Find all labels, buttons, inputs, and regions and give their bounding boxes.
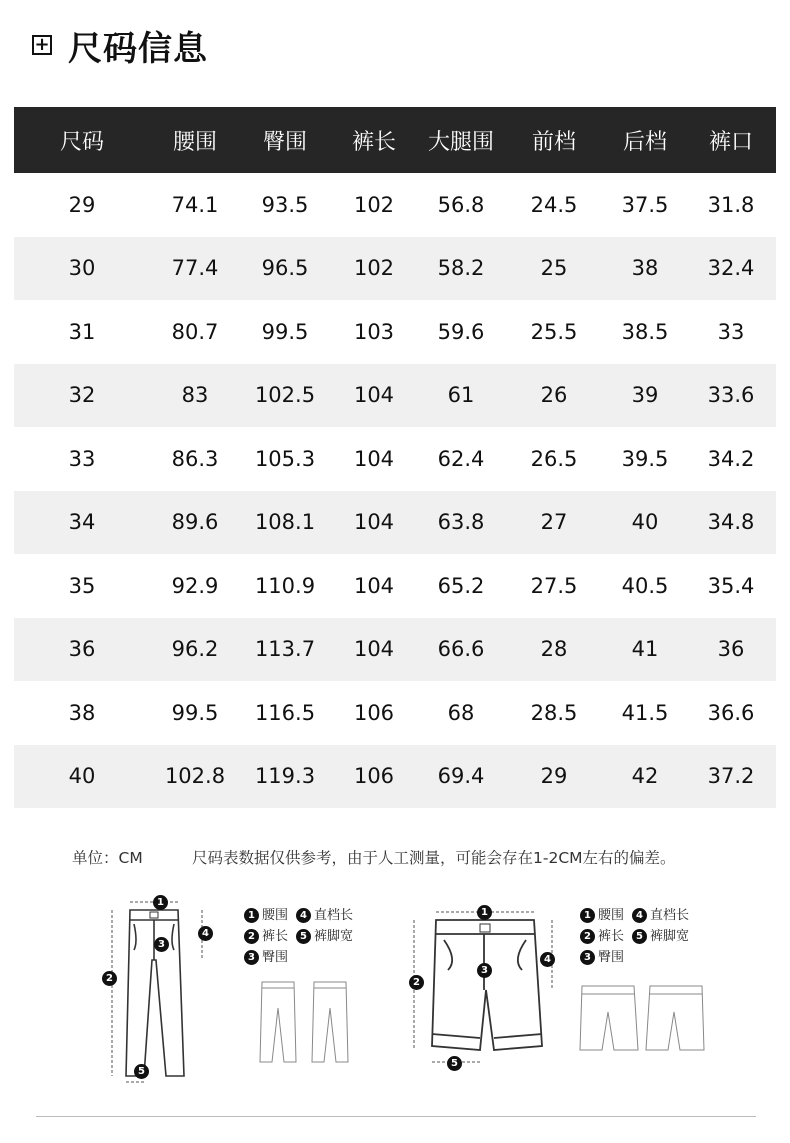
cell-thigh: 62.4 bbox=[437, 446, 485, 471]
plus-box-icon: + bbox=[32, 35, 52, 55]
cell-back-rise: 41 bbox=[631, 637, 659, 662]
cell-front-rise: 28 bbox=[540, 637, 568, 662]
cell-thigh: 65.2 bbox=[437, 573, 485, 598]
unit-label: 单位：CM bbox=[72, 849, 143, 867]
cell-thigh: 59.6 bbox=[437, 319, 485, 344]
shorts-thumbnail-icon bbox=[578, 982, 706, 1054]
cell-size: 38 bbox=[68, 700, 96, 725]
cell-waist: 102.8 bbox=[164, 764, 226, 789]
cell-front-rise: 25 bbox=[540, 256, 568, 281]
legend-label: 裤长 bbox=[598, 929, 625, 944]
col-header-length: 裤长 bbox=[351, 129, 396, 155]
marker-3-icon: 3 bbox=[154, 937, 169, 952]
cell-back-rise: 40 bbox=[631, 510, 659, 535]
cell-back-rise: 37.5 bbox=[621, 192, 669, 217]
cell-size: 31 bbox=[68, 319, 96, 344]
cell-waist: 74.1 bbox=[171, 192, 219, 217]
col-header-back-rise: 后档 bbox=[622, 129, 667, 155]
cell-hip: 99.5 bbox=[261, 319, 309, 344]
cell-hip: 93.5 bbox=[261, 192, 309, 217]
cell-length: 104 bbox=[353, 510, 395, 535]
legend-num-icon: 4 bbox=[632, 908, 647, 923]
cell-leg-opening: 33 bbox=[717, 319, 745, 344]
marker-5-icon: 5 bbox=[447, 1056, 462, 1071]
cell-waist: 92.9 bbox=[171, 573, 219, 598]
marker-1-icon: 1 bbox=[153, 895, 168, 910]
cell-thigh: 68 bbox=[447, 700, 475, 725]
cell-length: 104 bbox=[353, 446, 395, 471]
pants-measurement-diagram bbox=[90, 890, 225, 1085]
legend-label: 直档长 bbox=[650, 908, 690, 923]
cell-back-rise: 39 bbox=[631, 383, 659, 408]
cell-waist: 89.6 bbox=[171, 510, 219, 535]
cell-back-rise: 39.5 bbox=[621, 446, 669, 471]
legend-label: 臀围 bbox=[262, 950, 289, 965]
legend-label: 直档长 bbox=[314, 908, 354, 923]
cell-thigh: 69.4 bbox=[437, 764, 485, 789]
cell-back-rise: 40.5 bbox=[621, 573, 669, 598]
cell-leg-opening: 36.6 bbox=[707, 700, 755, 725]
table-header bbox=[14, 107, 776, 173]
cell-length: 103 bbox=[353, 319, 395, 344]
cell-front-rise: 26.5 bbox=[530, 446, 578, 471]
cell-waist: 77.4 bbox=[171, 256, 219, 281]
marker-5-icon: 5 bbox=[134, 1064, 149, 1079]
legend-num-icon: 4 bbox=[296, 908, 311, 923]
legend-num-icon: 5 bbox=[632, 929, 647, 944]
legend-label: 腰围 bbox=[598, 908, 625, 923]
pants-legend bbox=[244, 905, 353, 968]
marker-4-icon: 4 bbox=[198, 926, 213, 941]
cell-thigh: 66.6 bbox=[437, 637, 485, 662]
table-row bbox=[14, 491, 776, 555]
cell-front-rise: 27.5 bbox=[530, 573, 578, 598]
cell-length: 102 bbox=[353, 256, 395, 281]
table-row bbox=[14, 554, 776, 618]
cell-size: 32 bbox=[68, 383, 96, 408]
cell-leg-opening: 33.6 bbox=[707, 383, 755, 408]
cell-leg-opening: 32.4 bbox=[707, 256, 755, 281]
cell-back-rise: 38 bbox=[631, 256, 659, 281]
cell-waist: 96.2 bbox=[171, 637, 219, 662]
table-row bbox=[14, 364, 776, 428]
divider bbox=[36, 1116, 756, 1117]
legend-num-icon: 3 bbox=[244, 950, 259, 965]
legend-num-icon: 3 bbox=[580, 950, 595, 965]
col-header-leg-opening: 裤口 bbox=[708, 129, 753, 155]
cell-leg-opening: 34.2 bbox=[707, 446, 755, 471]
cell-waist: 83 bbox=[181, 383, 209, 408]
legend-label: 裤长 bbox=[262, 929, 289, 944]
col-header-hip: 臀围 bbox=[262, 129, 307, 155]
cell-hip: 102.5 bbox=[254, 383, 316, 408]
table-row bbox=[14, 237, 776, 301]
measurement-note bbox=[72, 846, 676, 868]
table-body bbox=[14, 173, 776, 808]
cell-front-rise: 29 bbox=[540, 764, 568, 789]
cell-length: 104 bbox=[353, 383, 395, 408]
cell-size: 34 bbox=[68, 510, 96, 535]
table-row bbox=[14, 300, 776, 364]
cell-size: 29 bbox=[68, 192, 96, 217]
cell-front-rise: 25.5 bbox=[530, 319, 578, 344]
cell-hip: 108.1 bbox=[254, 510, 316, 535]
cell-leg-opening: 35.4 bbox=[707, 573, 755, 598]
cell-hip: 119.3 bbox=[254, 764, 316, 789]
cell-hip: 110.9 bbox=[254, 573, 316, 598]
cell-waist: 99.5 bbox=[171, 700, 219, 725]
legend-label: 臀围 bbox=[598, 950, 625, 965]
marker-2-icon: 2 bbox=[102, 971, 117, 986]
cell-front-rise: 27 bbox=[540, 510, 568, 535]
size-table bbox=[14, 107, 776, 808]
legend-num-icon: 5 bbox=[296, 929, 311, 944]
table-row bbox=[14, 745, 776, 809]
pants-thumbnail-icon bbox=[258, 978, 358, 1066]
cell-leg-opening: 36 bbox=[717, 637, 745, 662]
col-header-front-rise: 前档 bbox=[531, 129, 576, 155]
marker-3-icon: 3 bbox=[477, 963, 492, 978]
disclaimer-text: 尺码表数据仅供参考，由于人工测量，可能会存在1-2CM左右的偏差。 bbox=[192, 849, 676, 867]
cell-size: 36 bbox=[68, 637, 96, 662]
table-row bbox=[14, 173, 776, 237]
cell-length: 102 bbox=[353, 192, 395, 217]
col-header-waist: 腰围 bbox=[172, 129, 217, 155]
marker-4-icon: 4 bbox=[540, 952, 555, 967]
cell-front-rise: 28.5 bbox=[530, 700, 578, 725]
cell-size: 30 bbox=[68, 256, 96, 281]
cell-back-rise: 38.5 bbox=[621, 319, 669, 344]
legend-num-icon: 2 bbox=[244, 929, 259, 944]
legend-num-icon: 1 bbox=[580, 908, 595, 923]
cell-length: 104 bbox=[353, 637, 395, 662]
page-title: 尺码信息 bbox=[68, 28, 208, 69]
cell-length: 106 bbox=[353, 700, 395, 725]
cell-size: 40 bbox=[68, 764, 96, 789]
col-header-size: 尺码 bbox=[59, 129, 104, 155]
marker-2-icon: 2 bbox=[409, 975, 424, 990]
cell-hip: 116.5 bbox=[254, 700, 316, 725]
cell-hip: 105.3 bbox=[254, 446, 316, 471]
cell-leg-opening: 34.8 bbox=[707, 510, 755, 535]
cell-waist: 80.7 bbox=[171, 319, 219, 344]
cell-size: 33 bbox=[68, 446, 96, 471]
cell-back-rise: 42 bbox=[631, 764, 659, 789]
shorts-measurement-diagram bbox=[404, 900, 559, 1070]
cell-hip: 96.5 bbox=[261, 256, 309, 281]
legend-label: 裤脚宽 bbox=[314, 929, 354, 944]
legend-label: 腰围 bbox=[262, 908, 289, 923]
table-row bbox=[14, 681, 776, 745]
cell-front-rise: 24.5 bbox=[530, 192, 578, 217]
cell-waist: 86.3 bbox=[171, 446, 219, 471]
cell-size: 35 bbox=[68, 573, 96, 598]
table-row bbox=[14, 427, 776, 491]
cell-thigh: 61 bbox=[447, 383, 475, 408]
cell-front-rise: 26 bbox=[540, 383, 568, 408]
table-row bbox=[14, 618, 776, 682]
cell-length: 106 bbox=[353, 764, 395, 789]
col-header-thigh: 大腿围 bbox=[427, 129, 494, 155]
cell-thigh: 58.2 bbox=[437, 256, 485, 281]
cell-back-rise: 41.5 bbox=[621, 700, 669, 725]
page-header bbox=[32, 22, 208, 68]
cell-leg-opening: 37.2 bbox=[707, 764, 755, 789]
cell-leg-opening: 31.8 bbox=[707, 192, 755, 217]
marker-1-icon: 1 bbox=[477, 905, 492, 920]
shorts-legend bbox=[580, 905, 689, 968]
legend-label: 裤脚宽 bbox=[650, 929, 690, 944]
cell-length: 104 bbox=[353, 573, 395, 598]
legend-num-icon: 2 bbox=[580, 929, 595, 944]
legend-num-icon: 1 bbox=[244, 908, 259, 923]
cell-hip: 113.7 bbox=[254, 637, 316, 662]
cell-thigh: 56.8 bbox=[437, 192, 485, 217]
cell-thigh: 63.8 bbox=[437, 510, 485, 535]
